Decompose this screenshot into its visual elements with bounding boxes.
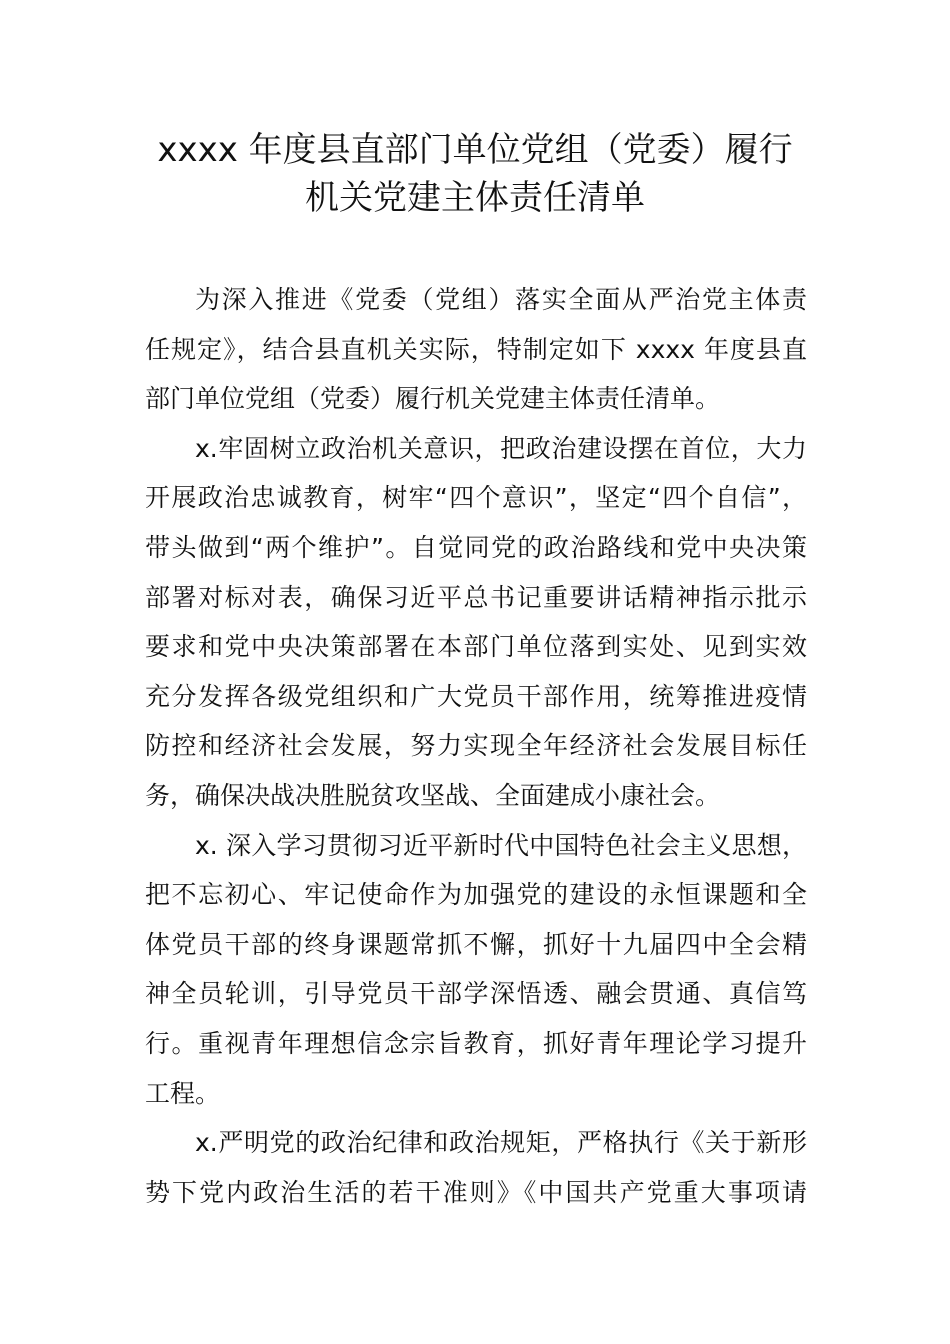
body-line: 势下党内政治生活的若干准则》《中国共产党重大事项请 [145,1177,807,1207]
body-line: 开展政治忠诚教育，树牢“四个意识”，坚定“四个自信”， [145,483,807,513]
body-line: 防控和经济社会发展，努力实现全年经济社会发展目标任 [145,731,807,761]
body-line: x.牢固树立政治机关意识，把政治建设摆在首位，大力 [195,433,807,463]
body-line: 务，确保决战决胜脱贫攻坚战、全面建成小康社会。 [145,781,721,810]
body-line: 神全员轮训，引导党员干部学深悟透、融会贯通、真信笃 [145,979,807,1009]
body-line: 工程。 [145,1078,221,1108]
body-line: 充分发挥各级党组织和广大党员干部作用，统筹推进疫情 [145,681,807,711]
body-line: 要求和党中央决策部署在本部门单位落到实处、见到实效 [145,632,807,662]
body-line: 部署对标对表，确保习近平总书记重要讲话精神指示批示 [145,582,807,612]
body-line: x.严明党的政治纪律和政治规矩，严格执行《关于新形 [195,1128,807,1158]
document-title-line-2: 机关党建主体责任清单 [305,178,645,218]
body-line: 把不忘初心、牢记使命作为加强党的建设的永恒课题和全 [145,880,807,910]
body-line: x. 深入学习贯彻习近平新时代中国特色社会主义思想， [195,830,807,860]
body-line: 任规定》，结合县直机关实际，特制定如下 xxxx 年度县直 [145,334,807,364]
body-line: 带头做到“两个维护”。自觉同党的政治路线和党中央决策 [145,533,807,562]
body-line: 行。重视青年理想信念宗旨教育，抓好青年理论学习提升 [145,1029,807,1058]
body-line: 为深入推进《党委（党组）落实全面从严治党主体责 [195,285,807,314]
body-line: 部门单位党组（党委）履行机关党建主体责任清单。 [145,384,721,414]
document-title-line-1: xxxx 年度县直部门单位党组（党委）履行 [157,130,793,170]
body-line: 体党员干部的终身课题常抓不懈，抓好十九届四中全会精 [145,929,807,959]
